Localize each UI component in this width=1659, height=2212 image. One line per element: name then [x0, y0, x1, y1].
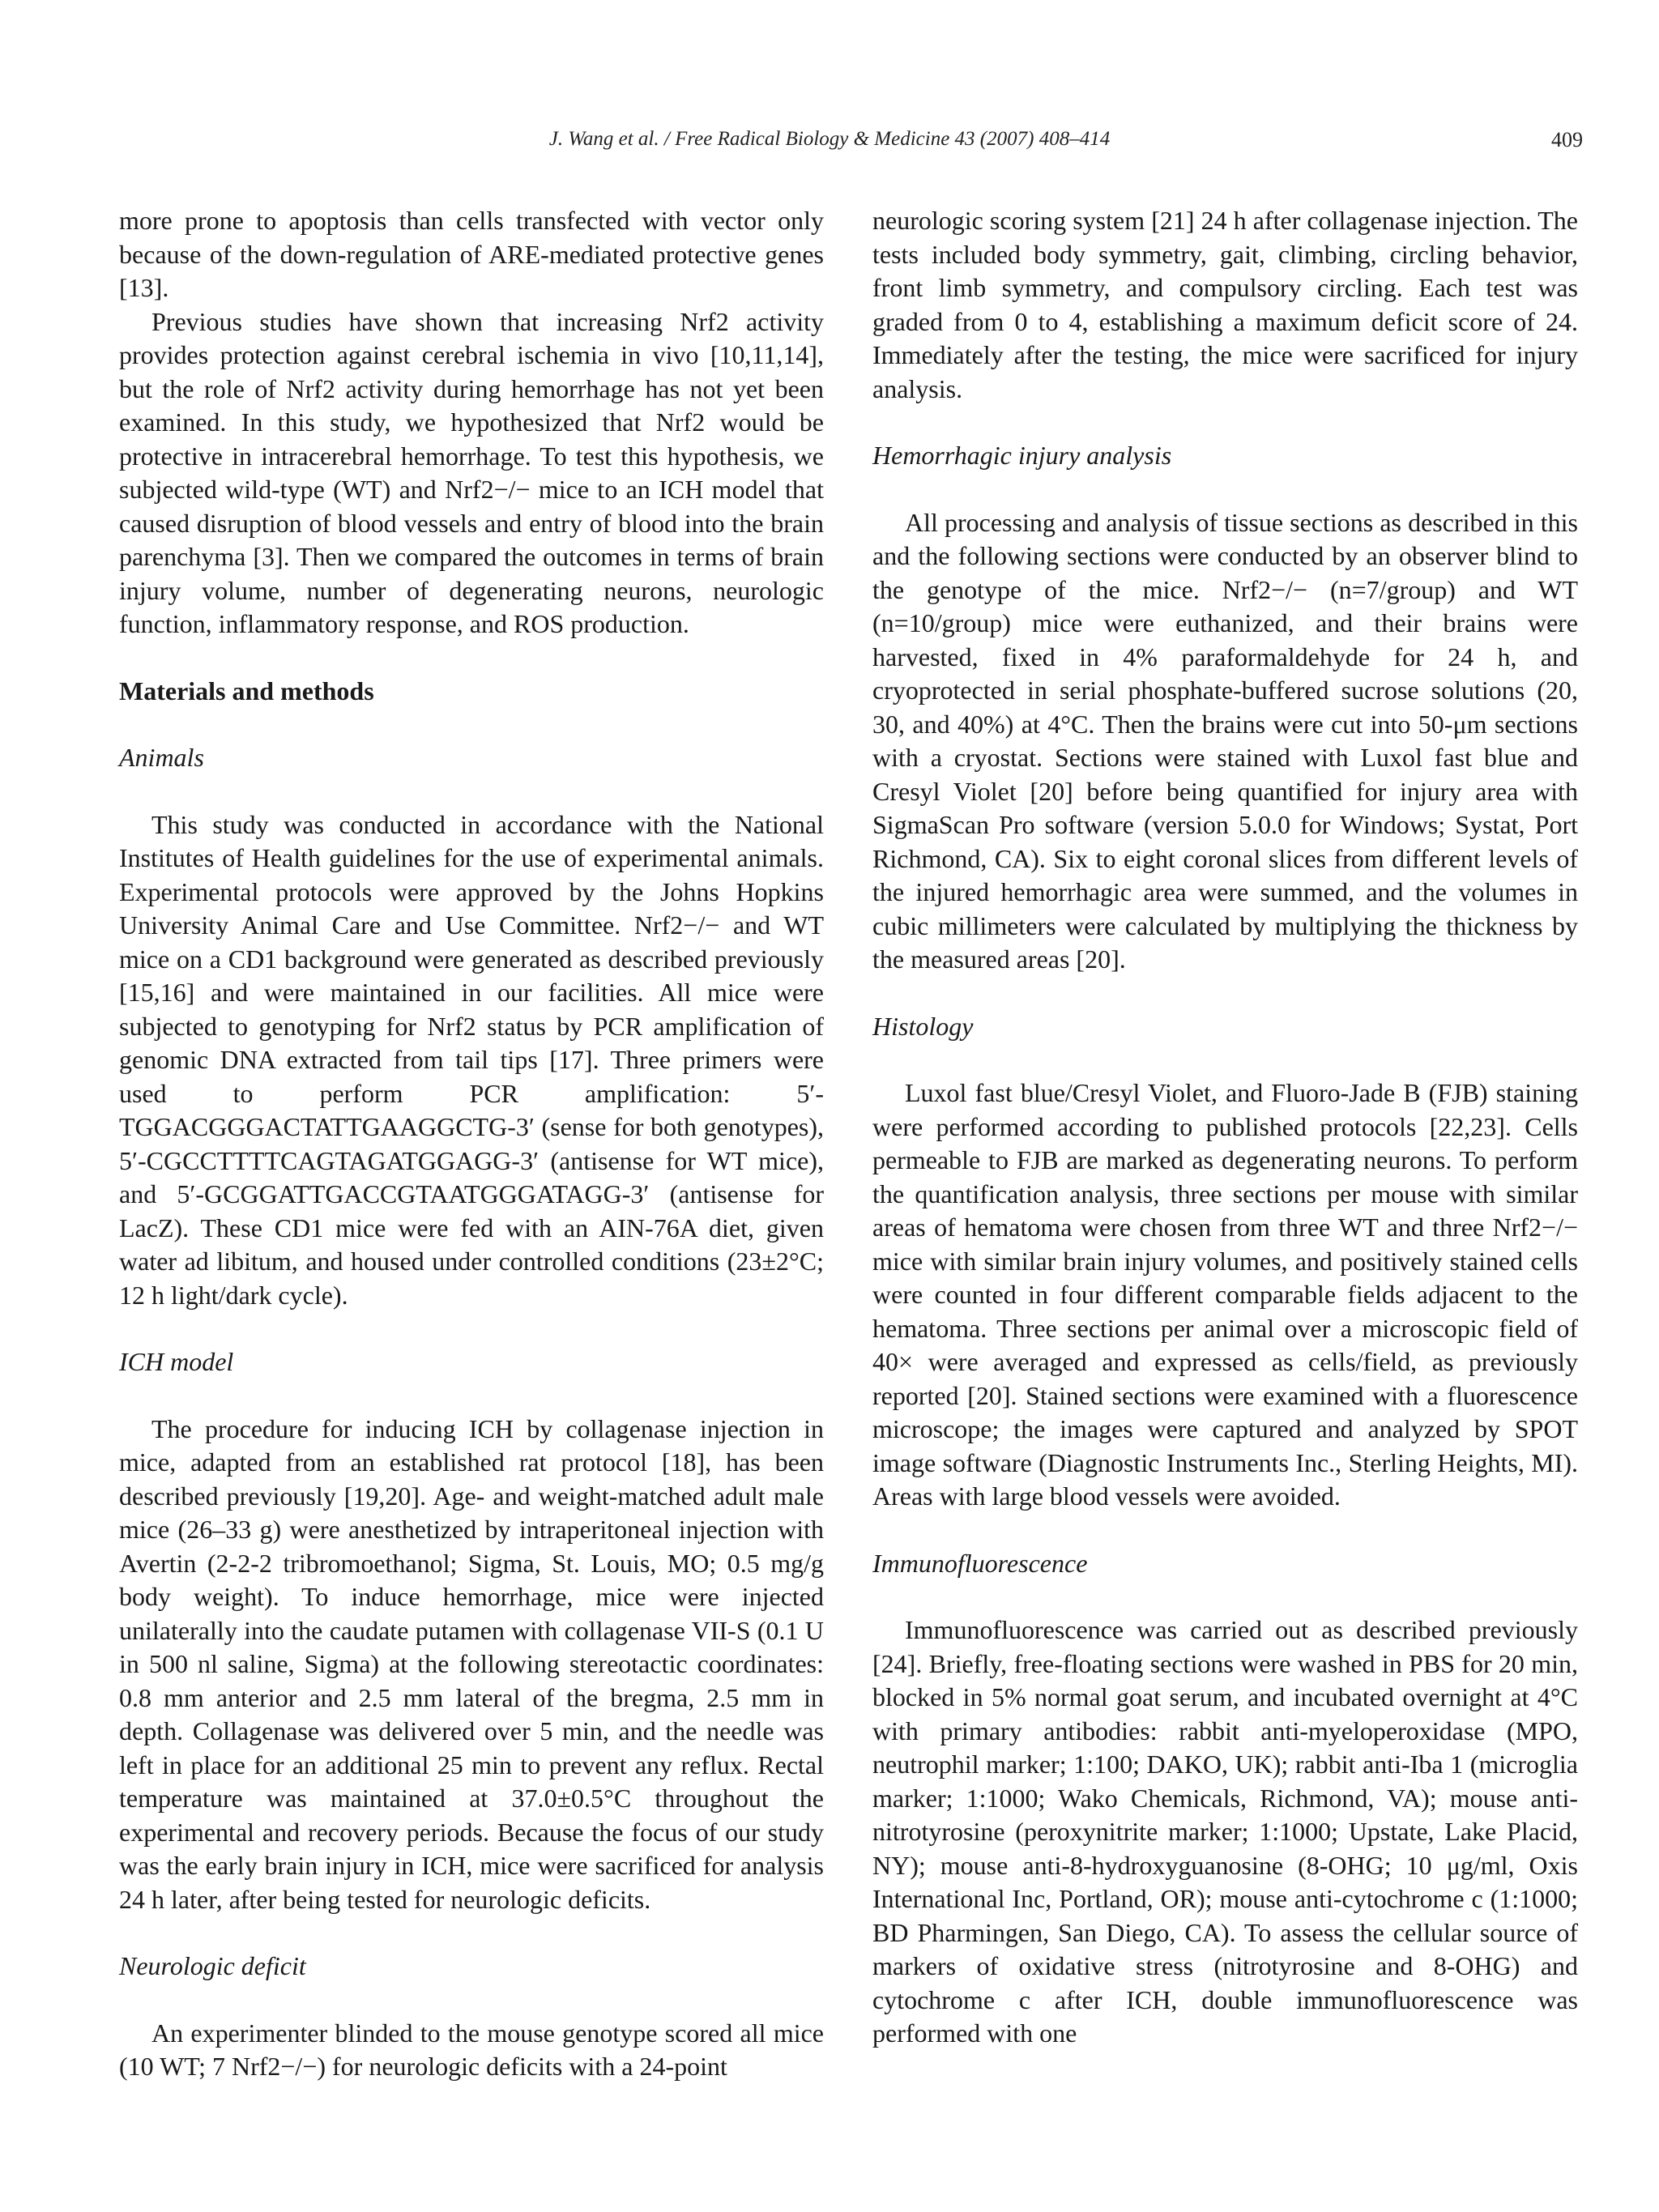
neurologic-paragraph-continued: neurologic scoring system [21] 24 h after collagenase injection. The tests included body symmetry, gait, climbing, circling behavior, front limb symmetry, and compulsory circling. Each test was graded from 0 to 4, establishing a maximum deficit score of 24. Immediately after the testing, the mice were sacrificed for injury analysis.	[872, 206, 1578, 403]
subheading-hemorrhagic-injury: Hemorrhagic injury analysis	[872, 441, 1172, 470]
section-heading-methods: Materials and methods	[119, 676, 374, 705]
left-column	[119, 204, 824, 2084]
running-head	[0, 128, 1659, 160]
hemorrhagic-paragraph: All processing and analysis of tissue sections as described in this and the following sections were conducted by an observer blind to the genotype of the mice. Nrf2−/− (n=7/group) and WT (n=10/group) mice were euthanized, and their brains were harvested, fixed in 4% paraformaldehyde for 24 h, and cryoprotected in serial phosphate-buffered sucrose solutions (20, 30, and 40%) at 4°C. Then the brains were cut into 50-μm sections with a cryostat. Sections were stained with Luxol fast blue and Cresyl Violet [20] before being quantified for injury area with SigmaScan Pro software (version 5.0.0 for Windows; Systat, Port Richmond, CA). Six to eight coronal slices from different levels of the injured hemorrhagic area were summed, and the volumes in cubic millimeters were calculated by multiplying the thickness by the measured areas [20].	[872, 507, 1578, 974]
intro-paragraph-1: more prone to apoptosis than cells transfected with vector only because of the down-regulation of ARE-mediated protective genes [13].	[119, 206, 824, 302]
histology-paragraph: Luxol fast blue/Cresyl Violet, and Fluoro-Jade B (FJB) staining were performed according to published protocols [22,23]. Cells permeable to FJB are marked as degenerating neurons. To perform the quantification analysis, three sections per mouse with similar areas of hematoma were chosen from three WT and three Nrf2−/− mice with similar brain injury volumes, and positively stained cells were counted in four different comparable fields adjacent to the hematoma. Three sections per animal over a microscopic field of 40× were averaged and expressed as cells/field, as previously reported [20]. Stained sections were examined with a fluorescence microscope; the images were captured and analyzed by SPOT image software (Diagnostic Instruments Inc., Sterling Heights, MI). Areas with large blood vessels were avoided.	[872, 1078, 1578, 1511]
subheading-histology: Histology	[872, 1011, 974, 1041]
subheading-neurologic-deficit: Neurologic deficit	[119, 1951, 306, 1980]
subheading-ich-model: ICH model	[119, 1347, 234, 1376]
immunofluorescence-paragraph: Immunofluorescence was carried out as described previously [24]. Briefly, free-floating sections were washed in PBS for 20 min, blocked in 5% normal goat serum, and incubated overnight at 4°C with primary antibodies: rabbit anti-myeloperoxidase (MPO, neutrophil marker; 1:100; DAKO, UK); rabbit anti-Iba 1 (microglia marker; 1:1000; Wako Chemicals, Richmond, VA); mouse anti-nitrotyrosine (peroxynitrite marker; 1:1000; Upstate, Lake Placid, NY); mouse anti-8-hydroxyguanosine (8-OHG; 10 μg/ml, Oxis International Inc, Portland, OR); mouse anti-cytochrome c (1:1000; BD Pharmingen, San Diego, CA). To assess the cellular source of markers of oxidative stress (nitrotyrosine and 8-OHG) and cytochrome c after ICH, double immunofluorescence was performed with one	[872, 1615, 1578, 2048]
right-column	[872, 204, 1578, 2051]
running-title: J. Wang et al. / Free Radical Biology & Medicine 43 (2007) 408–414	[548, 128, 1111, 150]
animals-paragraph: This study was conducted in accordance with the National Institutes of Health guidelines for the use of experimental animals. Experimental protocols were approved by the Johns Hopkins University Animal Care and Use Committee. Nrf2−/− and WT mice on a CD1 background were generated as described previously [15,16] and were maintained in our facilities. All mice were subjected to genotyping for Nrf2 status by PCR amplification of genomic DNA extracted from tail tips [17]. Three primers were used to perform PCR amplification: 5′-TGGACGGGACTATTGAAGGCTG-3′ (sense for both genotypes), 5′-CGCCTTTTCAGTAGATGGAGG-3′ (antisense for WT mice), and 5′-GCGGATTGACCGTAATGGGATAGG-3′ (antisense for LacZ). These CD1 mice were fed with an AIN-76A diet, given water ad libitum, and housed under controlled conditions (23±2°C; 12 h light/dark cycle).	[119, 809, 824, 1310]
ich-paragraph: The procedure for inducing ICH by collagenase injection in mice, adapted from an established rat protocol [18], has been described previously [19,20]. Age- and weight-matched adult male mice (26–33 g) were anesthetized by intraperitoneal injection with Avertin (2-2-2 tribromoethanol; Sigma, St. Louis, MO; 0.5 mg/g body weight). To induce hemorrhage, mice were injected unilaterally into the caudate putamen with collagenase VII-S (0.1 U in 500 nl saline, Sigma) at the following stereotactic coordinates: 0.8 mm anterior and 2.5 mm lateral of the bregma, 2.5 mm in depth. Collagenase was delivered over 5 min, and the needle was left in place for an additional 25 min to prevent any reflux. Rectal temperature was maintained at 37.0±0.5°C throughout the experimental and recovery periods. Because the focus of our study was the early brain injury in ICH, mice were sacrificed for analysis 24 h later, after being tested for neurologic deficits.	[119, 1413, 824, 1914]
subheading-immunofluorescence: Immunofluorescence	[872, 1548, 1088, 1578]
neurologic-paragraph: An experimenter blinded to the mouse genotype scored all mice (10 WT; 7 Nrf2−/−) for neurologic deficits with a 24-point	[119, 2018, 824, 2081]
page-number: 409	[1551, 128, 1583, 151]
intro-paragraph-2: Previous studies have shown that increasing Nrf2 activity provides protection against cerebral ischemia in vivo [10,11,14], but the role of Nrf2 activity during hemorrhage has not yet been examined. In this study, we hypothesized that Nrf2 would be protective in intracerebral hemorrhage. To test this hypothesis, we subjected wild-type (WT) and Nrf2−/− mice to an ICH model that caused disruption of blood vessels and entry of blood into the brain parenchyma [3]. Then we compared the outcomes in terms of brain injury volume, number of degenerating neurons, neurologic function, inflammatory response, and ROS production.	[119, 306, 824, 638]
subheading-animals: Animals	[119, 743, 204, 772]
